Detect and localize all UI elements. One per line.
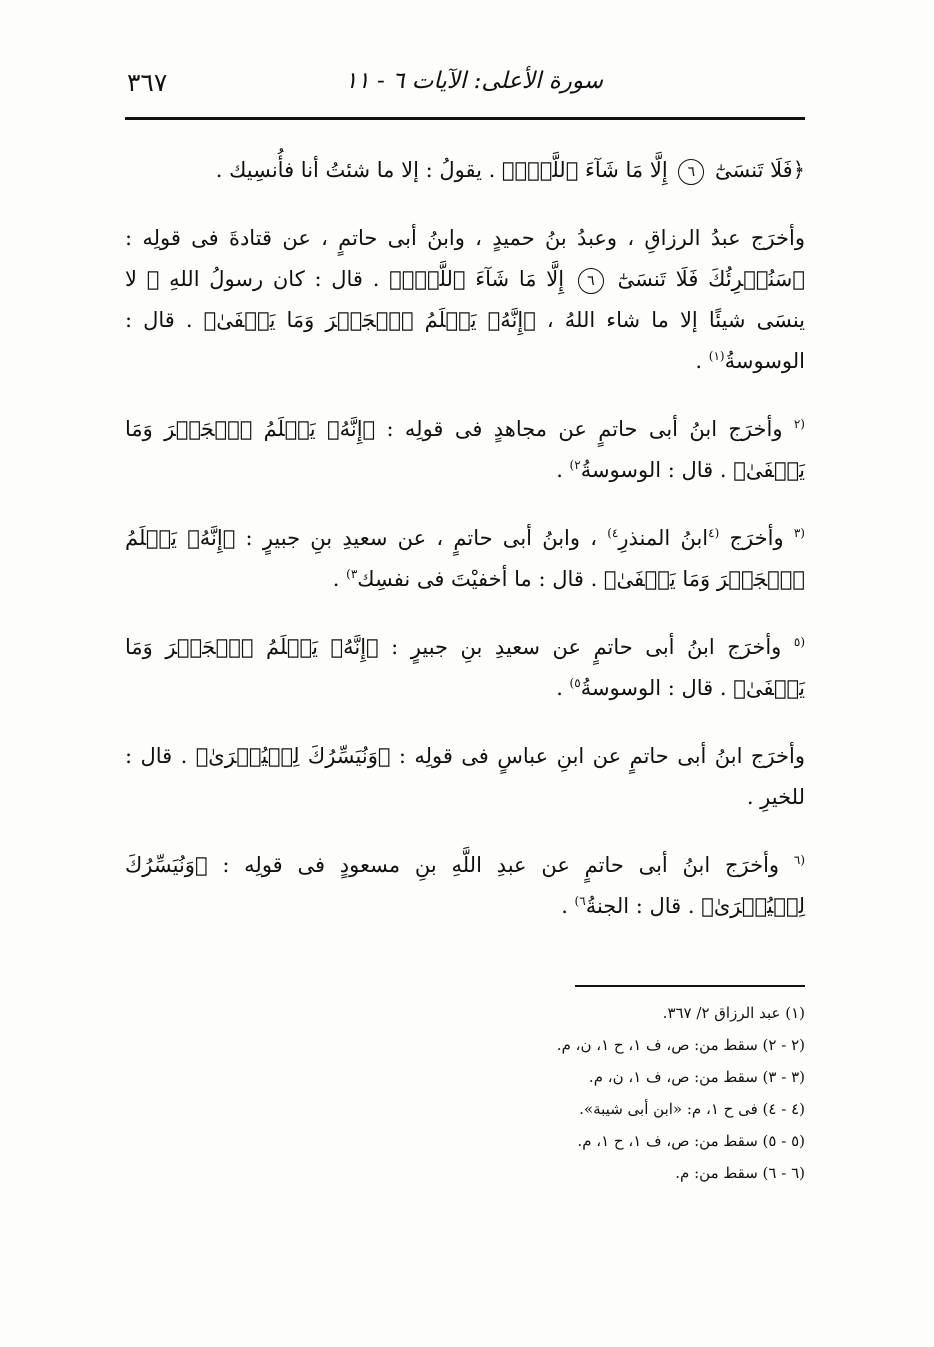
paragraph-text: إِلَّا مَا شَآءَ ٱللَّهُۚ﴾ . يقولُ : إلا ما شئتُ أنا فأُنسِيك .: [215, 158, 668, 182]
paragraph-end: .: [561, 894, 575, 918]
paragraph-end: .: [556, 676, 570, 700]
footnote: (١) عبد الرزاق ٢/ ٣٦٧.: [662, 1004, 805, 1022]
main-text: [125, 150, 805, 954]
footnote: (٦ - ٦) سقط من: م.: [675, 1164, 805, 1182]
footnotes: [385, 1000, 805, 1192]
footnote-marker-close: ٦): [574, 894, 586, 908]
footnote-marker-open: (٣: [793, 526, 805, 540]
paragraph-text: وأخرَج ابنُ أبى حاتمٍ عن ابنِ عباسٍ فى قولِه : ﴿وَنُيَسِّرُكَ لِلۡيُسۡرَىٰ﴾ . قال : للخيرِ .: [125, 744, 805, 809]
paragraph-end: .: [556, 458, 570, 482]
footnote-separator: [575, 985, 805, 987]
ayah-number-marker: ٦: [678, 159, 704, 185]
footnote-marker-close: ٢): [569, 458, 581, 472]
footnote: (٤ - ٤) فى ح ١، م: «ابن أبى شيبة».: [579, 1100, 805, 1118]
header-rule: [125, 117, 805, 120]
paragraph-2: [125, 218, 805, 382]
footnote-marker: (١): [708, 349, 725, 363]
paragraph-4: [125, 518, 805, 600]
paragraph-text: ابنُ المنذرِ: [618, 526, 709, 550]
footnote: (٥ - ٥) سقط من: ص، ف ١، ح ١، م.: [577, 1132, 805, 1150]
footnote-marker-close: ٤): [607, 526, 619, 540]
footnote-marker-close: ٣): [346, 567, 358, 581]
paragraph-text: ، وابنُ أبى حاتمٍ ، عن سعيدِ بنِ جبيرٍ : ﴿إِنَّهُۥ يَعۡلَمُ ٱلۡجَهۡرَ وَمَا يَخۡفَىٰ﴾ . قال : ما أخفيْتَ فى نفسِك: [125, 526, 805, 591]
paragraph-end: .: [332, 567, 347, 591]
paragraph-text: وأخرَج ابنُ أبى حاتمٍ عن مجاهدٍ فى قولِه : ﴿إِنَّهُۥ يَعۡلَمُ ٱلۡجَهۡرَ وَمَا يَخۡفَىٰ﴾ . قال : الوسوسةُ: [125, 417, 805, 482]
paragraph-text: وأخرَج ابنُ أبى حاتمٍ عن عبدِ اللَّهِ بنِ مسعودٍ فى قولِه : ﴿وَنُيَسِّرُكَ لِلۡيُسۡرَىٰ﴾ . قال : الجنةُ: [125, 853, 805, 918]
paragraph-text: ﴿فَلَا تَنسَىٰٓ: [715, 158, 805, 182]
running-title: سورة الأعلى: الآيات ٦ - ١١: [344, 68, 603, 94]
paragraph-text: وأخرَج: [729, 526, 784, 550]
footnote: (٢ - ٢) سقط من: ص، ف ١، ح ١، ن، م.: [556, 1036, 805, 1054]
page-header: [125, 60, 805, 114]
footnote-marker-open: (٤: [708, 526, 720, 540]
paragraph-5: [125, 627, 805, 709]
paragraph-text: إِلَّا مَا شَآءَ ٱللَّهُۚ﴾ . قال : كان رسولُ اللهِ ﷺ لا ينسَى شيئًا إلا ما شاء اللهُ ، ﴿إِنَّهُۥ يَعۡلَمُ ٱلۡجَهۡرَ وَمَا يَخۡفَىٰ﴾ . قال : الوسوسةُ: [125, 267, 805, 373]
footnote-marker-close: ٥): [569, 676, 581, 690]
footnote-marker-open: (٥: [793, 635, 805, 649]
ayah-number-marker: ٦: [578, 268, 604, 294]
paragraph-text: وأخرَج ابنُ أبى حاتمٍ عن سعيدِ بنِ جبيرٍ : ﴿إِنَّهُۥ يَعۡلَمُ ٱلۡجَهۡرَ وَمَا يَخۡفَىٰ﴾ . قال : الوسوسةُ: [125, 635, 805, 700]
paragraph-3: [125, 409, 805, 491]
paragraph-1: [125, 150, 805, 191]
footnote: (٣ - ٣) سقط من: ص، ف ١، ن، م.: [588, 1068, 805, 1086]
paragraph-end: .: [695, 349, 709, 373]
paragraph-6: [125, 736, 805, 818]
footnote-marker-open: (٢: [793, 417, 805, 431]
footnote-marker-open: (٦: [793, 853, 805, 867]
paragraph-7: [125, 845, 805, 927]
paragraph-text: وأخرَج عبدُ الرزاقِ ، وعبدُ بنُ حميدٍ ، وابنُ أبى حاتمٍ ، عن قتادةَ فى قولِه : ﴿سَنُقۡرِئُكَ فَلَا تَنسَىٰٓ: [125, 226, 805, 291]
page-number: ٣٦٧: [127, 68, 168, 97]
